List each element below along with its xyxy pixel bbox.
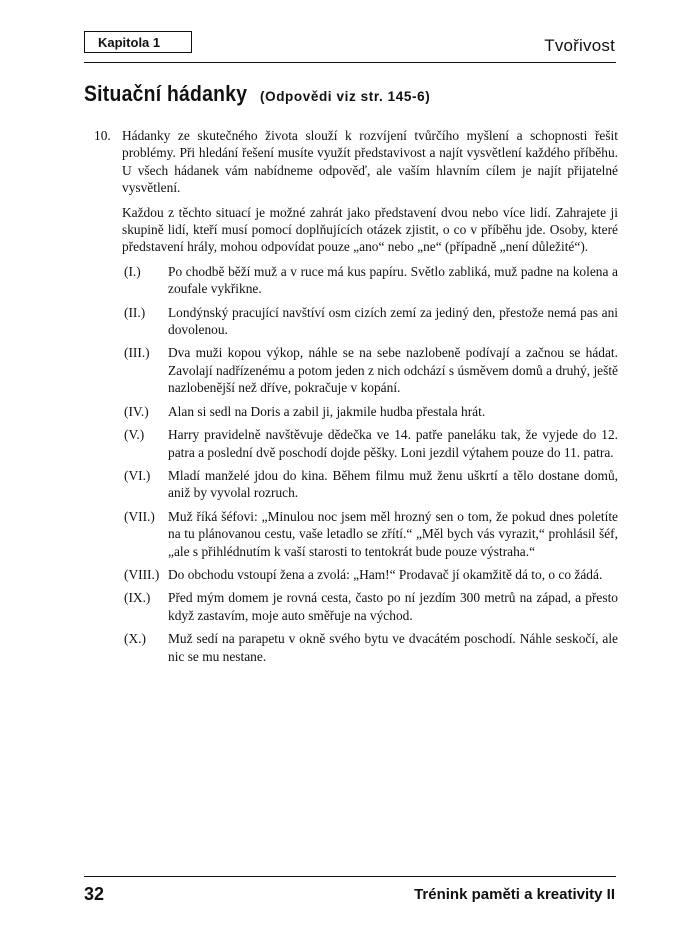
list-item <box>122 344 618 396</box>
header-divider <box>84 62 616 63</box>
item-label: (V.) <box>124 427 145 443</box>
item-text: Alan si sedl na Doris a zabil ji, jakmile hudba přestala hrát. <box>168 403 486 419</box>
page-title: Situační hádanky <box>84 81 248 106</box>
list-item <box>122 508 618 560</box>
item-label: (IX.) <box>124 590 151 606</box>
intro-paragraph: Hádanky ze skutečného života slouží k rozvíjení tvůrčího myšlení a schopnosti řešit problémy. Při hledání řešení musíte využít představivost a najít vysvětlení každého příběhu. U všech hádanek vám nabídneme odpověď, ale vaším hlavním cílem je najít přijatelné vysvětlení. <box>122 128 618 196</box>
riddle-list <box>122 263 618 665</box>
book-title: Trénink paměti a kreativity II <box>414 886 615 903</box>
item-label: (IV.) <box>124 403 149 419</box>
page-subtitle: (Odpovědi viz str. 145-6) <box>260 89 431 104</box>
footer-divider <box>84 876 616 877</box>
exercise-10 <box>94 127 618 671</box>
body-text <box>94 127 618 671</box>
item-text: Do obchodu vstoupí žena a zvolá: „Ham!“ Prodavač jí okamžitě dá to, o co žádá. <box>168 566 603 582</box>
list-item <box>122 304 618 339</box>
exercise-content <box>122 127 618 671</box>
item-label: (II.) <box>124 304 146 320</box>
item-text: Muž říká šéfovi: „Minulou noc jsem měl hrozný sen o tom, že pokud dnes poletíte na tu plánovanou cestu, vaše letadlo se zřítí.“ „Měl bych vás vyrazit,“ prohlásil šéf, „ale s přihlédnutím k vaší starosti to tentokrát bude pouze výstraha.“ <box>168 508 618 559</box>
item-label: (VIII.) <box>124 566 160 582</box>
item-label: (III.) <box>124 345 150 361</box>
list-item <box>122 566 618 583</box>
item-label: (VII.) <box>124 508 155 524</box>
instructions-paragraph: Každou z těchto situací je možné zahrát jako představení dvou nebo více lidí. Zahrajete ji skupině lidí, kteří musí pomocí doplňujících otázek zjistit, o co v příběhu jde. Osoby, které představení hrály, mohou odpovídat pouze „ano“ nebo „ne“ (případně „není důležité“). <box>122 204 618 255</box>
list-item <box>122 403 618 420</box>
item-text: Muž sedí na parapetu v okně svého bytu ve dvacátém poschodí. Náhle seskočí, ale nic se mu nestane. <box>168 631 618 664</box>
item-label: (I.) <box>124 263 141 279</box>
list-item <box>122 589 618 624</box>
list-item <box>122 467 618 502</box>
item-text: Před mým domem je rovná cesta, často po ní jezdím 300 metrů na západ, a přesto když zastavím, moje auto směřuje na východ. <box>168 590 618 623</box>
list-item <box>122 263 618 298</box>
item-text: Londýnský pracující navštíví osm cizích zemí za jediný den, přestože nemá pas ani dovolenou. <box>168 304 618 338</box>
section-title: Tvořivost <box>544 36 615 55</box>
page-number: 32 <box>84 884 105 904</box>
item-text: Mladí manželé jdou do kina. Během filmu muž ženu uškrtí a tělo dostane domů, aniž by vyvolal rozruch. <box>168 467 618 501</box>
item-label: (VI.) <box>124 467 151 483</box>
item-text: Po chodbě běží muž a v ruce má kus papíru. Světlo zabliká, muž padne na kolena a zoufale vykřikne. <box>168 263 618 297</box>
list-item <box>122 426 618 461</box>
page-heading <box>84 81 431 107</box>
item-text: Harry pravidelně navštěvuje dědečka ve 14. patře paneláku tak, že vyjede do 12. patra a poslední dvě poschodí dojde pěšky. Loni jezdil výtahem pouze do 11. patra. <box>168 427 618 460</box>
item-label: (X.) <box>124 631 146 647</box>
chapter-label: Kapitola 1 <box>84 31 192 53</box>
item-text: Dva muži kopou výkop, náhle se na sebe nazlobeně podívají a začnou se hádat. Zavolají nadřízenému a potom jeden z nich odchází s úsměvem domů a druhý, ještě nazlobenější než dříve, pokračuje v kopání. <box>168 345 618 396</box>
list-item <box>122 630 618 665</box>
exercise-number: 10. <box>94 128 111 143</box>
